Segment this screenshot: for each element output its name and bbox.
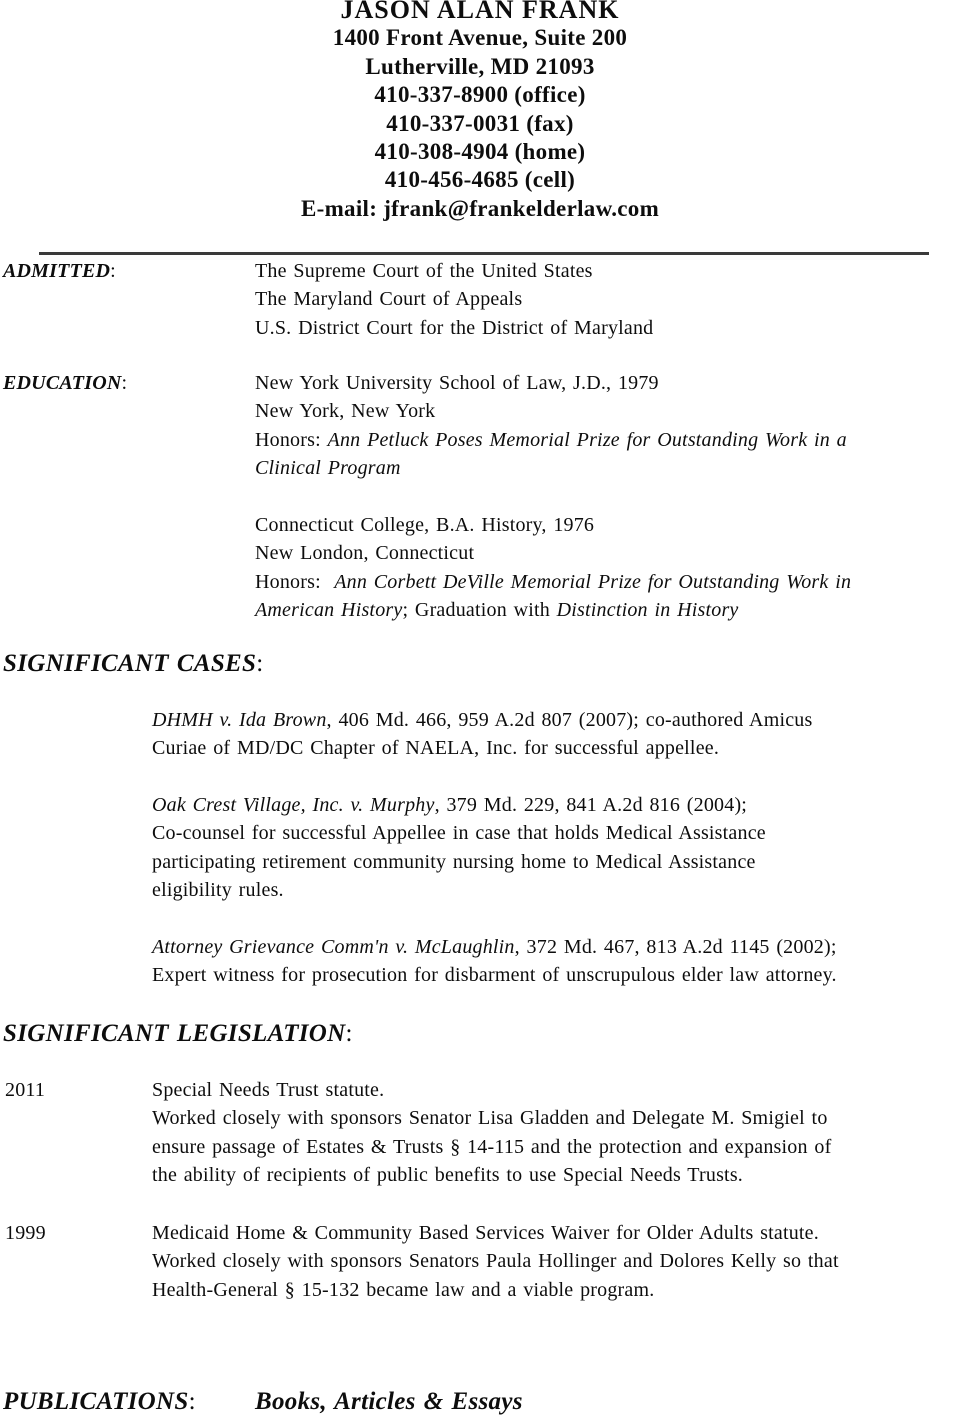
legislation-2011-description: Special Needs Trust statute. Worked closely with sponsors Senator Lisa Gladden and Delegate M. Smigiel to ensure passage of Estates & Trusts § 14-115 and the protection and expansion of the ability of recipients of public benefits to use Special Needs Trusts. (152, 1079, 832, 1187)
education-nyu-entry: New York University School of Law, J.D., 1979 New York, New York Honors: Ann Petluck Poses Memorial Prize for Outstanding Work in a Clinical Program (255, 372, 847, 480)
legislation-year-1999: 1999 (5, 1222, 46, 1244)
contact-city: Lutherville, MD 21093 (365, 53, 595, 79)
case-oak-crest-v-murphy: Oak Crest Village, Inc. v. Murphy, 379 Md. 229, 841 A.2d 816 (2004); Co-counsel for successful Appellee in case that holds Medical Assistance participating retirement community nursing home to Medical Assistance eligibility rules. (152, 794, 766, 902)
legislation-1999-description: Medicaid Home & Community Based Services Waiver for Older Adults statute. Worked closely with sponsors Senators Paula Hollinger and Dolores Kelly so that Health-General § 15-132 became law and a viable program. (152, 1222, 839, 1301)
publications-category-value: Books, Articles & Essays (255, 1388, 523, 1415)
admitted-courts-list: The Supreme Court of the United States The Maryland Court of Appeals U.S. District Court for the District of Maryland (255, 260, 654, 339)
heading-significant-legislation: SIGNIFICANT LEGISLATION: (3, 1020, 353, 1047)
resume-header (0, 0, 960, 223)
contact-email: E-mail: jfrank@frankelderlaw.com (300, 195, 660, 221)
header-divider-rule (39, 252, 929, 255)
education-connecticut-entry: Connecticut College, B.A. History, 1976 New London, Connecticut Honors: Ann Corbett DeVille Memorial Prize for Outstanding Work in American History; Graduation with Distinction in History (255, 514, 852, 622)
contact-office-phone: 410-337-8900 (office) (374, 82, 586, 108)
legislation-year-2011: 2011 (5, 1079, 46, 1101)
section-label-admitted: ADMITTED: (3, 260, 116, 282)
contact-cell-phone: 410-456-4685 (cell) (384, 167, 576, 193)
person-name: JASON ALAN FRANK (340, 0, 620, 24)
contact-street: 1400 Front Avenue, Suite 200 (332, 25, 628, 51)
section-label-education: EDUCATION: (3, 372, 128, 394)
section-label-publications: PUBLICATIONS: (3, 1388, 196, 1415)
contact-home-phone: 410-308-4904 (home) (374, 139, 586, 165)
contact-fax: 410-337-0031 (fax) (386, 110, 574, 136)
heading-significant-cases: SIGNIFICANT CASES: (3, 650, 264, 677)
case-dhmh-v-ida-brown: DHMH v. Ida Brown, 406 Md. 466, 959 A.2d 807 (2007); co-authored Amicus Curiae of MD/DC Chapter of NAELA, Inc. for successful appellee. (152, 709, 813, 760)
case-attorney-grievance-v-mclaughlin: Attorney Grievance Comm'n v. McLaughlin, 372 Md. 467, 813 A.2d 1145 (2002); Expert witness for prosecution for disbarment of unscrupulous elder law attorney. (152, 936, 837, 987)
